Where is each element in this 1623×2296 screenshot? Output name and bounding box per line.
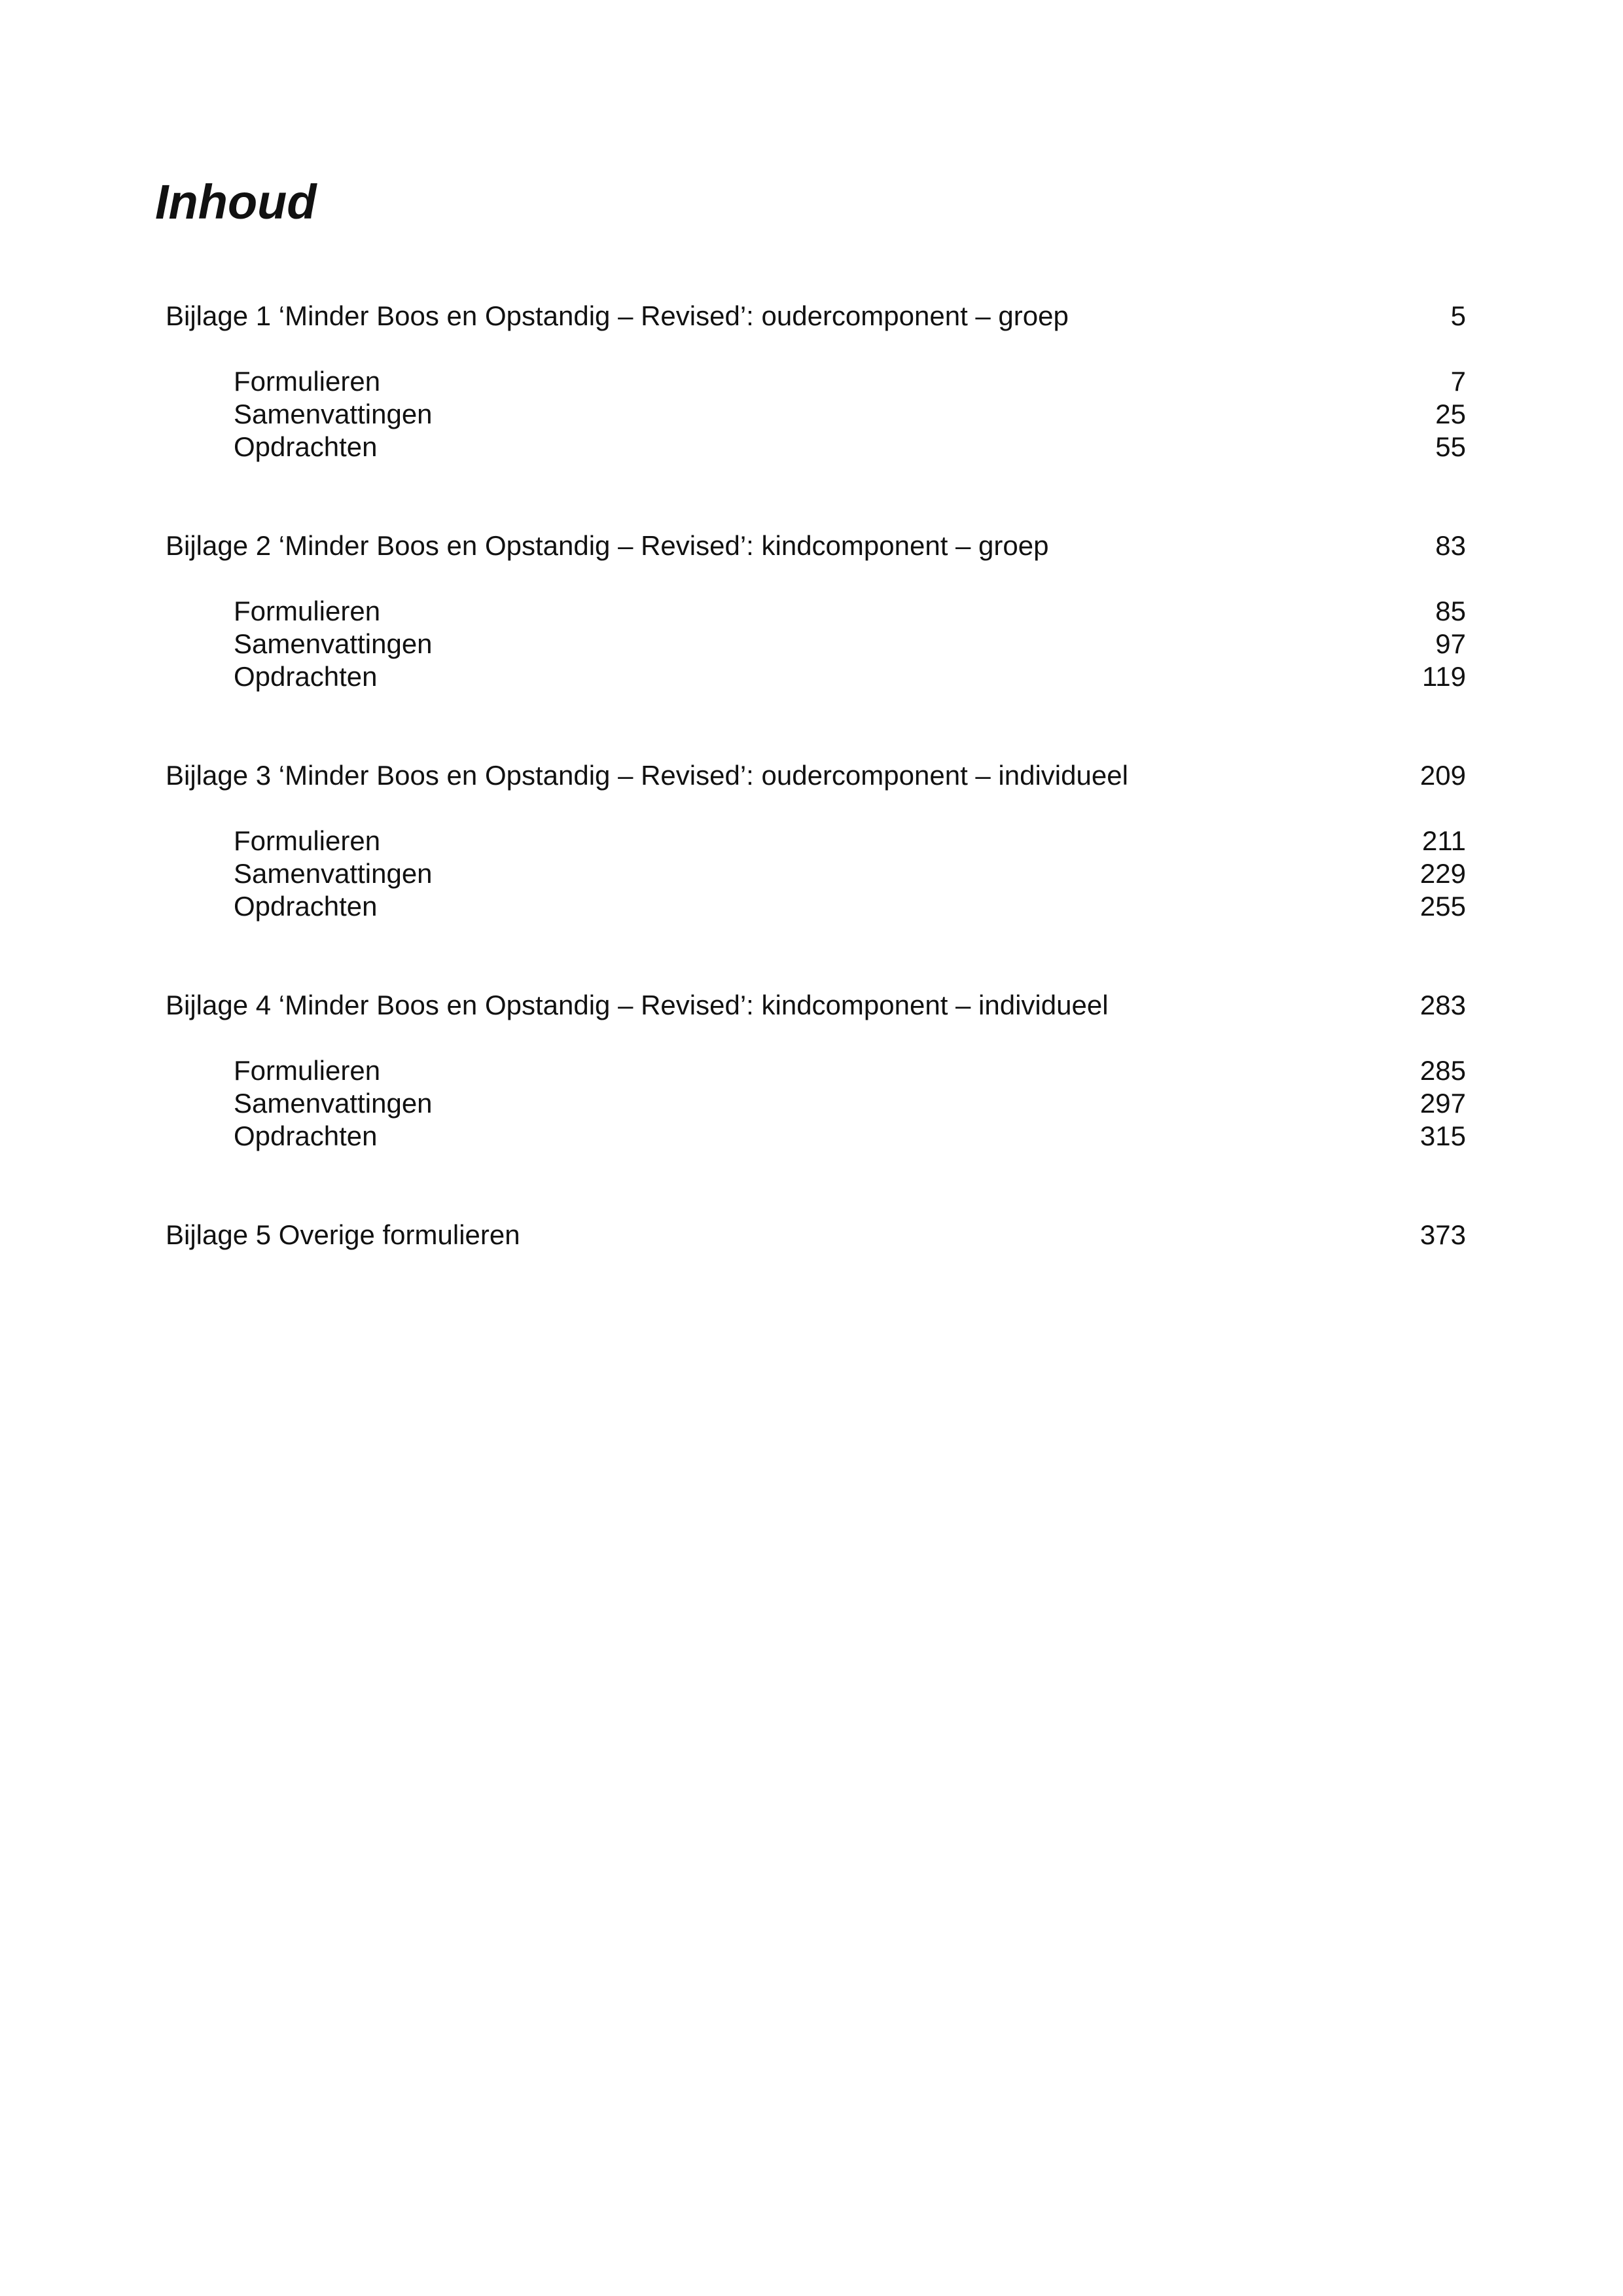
toc-entry-page: 373 <box>1419 1219 1466 1250</box>
toc-subentry-label: Formulieren <box>234 596 381 626</box>
toc-section-1 <box>166 300 1466 463</box>
toc-subentry[interactable] <box>166 595 1466 628</box>
toc-subentry[interactable] <box>166 431 1466 463</box>
toc-section-4 <box>166 989 1466 1153</box>
toc-entry-label: Bijlage 1 ‘Minder Boos en Opstandig – Revised’: oudercomponent – groep <box>166 300 1069 331</box>
toc-subentry-label: Formulieren <box>234 825 381 856</box>
toc-subentry[interactable] <box>166 1054 1466 1087</box>
toc-subentry-page: 55 <box>1435 431 1466 462</box>
toc-subentry-label: Formulieren <box>234 366 381 397</box>
toc-subentry[interactable] <box>166 1120 1466 1153</box>
toc-subentry[interactable] <box>166 365 1466 398</box>
toc-entry[interactable] <box>166 759 1466 792</box>
toc-subentry-label: Opdrachten <box>234 891 378 922</box>
toc-entry[interactable] <box>166 300 1466 332</box>
toc-subentry-label: Samenvattingen <box>234 628 433 659</box>
toc-section-2 <box>166 529 1466 693</box>
toc-section-5 <box>166 1219 1466 1251</box>
toc-subentry-page: 7 <box>1450 366 1466 397</box>
toc-subentry-label: Opdrachten <box>234 1121 378 1151</box>
toc-subentry-label: Samenvattingen <box>234 1088 433 1119</box>
page-title: Inhoud <box>155 175 317 229</box>
toc-subentry[interactable] <box>166 890 1466 923</box>
toc-entry-label: Bijlage 2 ‘Minder Boos en Opstandig – Revised’: kindcomponent – groep <box>166 530 1049 561</box>
toc-entry-page: 209 <box>1419 760 1466 791</box>
toc-entry[interactable] <box>166 529 1466 562</box>
toc-entry-page: 83 <box>1435 530 1466 561</box>
toc-section-3 <box>166 759 1466 923</box>
toc-entry-label: Bijlage 4 ‘Minder Boos en Opstandig – Revised’: kindcomponent – individueel <box>166 990 1109 1020</box>
toc-subentry-label: Samenvattingen <box>234 858 433 889</box>
toc-entry-page: 5 <box>1450 300 1466 331</box>
toc-subentry-page: 315 <box>1419 1121 1466 1151</box>
toc-subentry-page: 255 <box>1419 891 1466 922</box>
toc-subentry[interactable] <box>166 398 1466 431</box>
toc-entry[interactable] <box>166 989 1466 1022</box>
toc-subentry-page: 285 <box>1419 1055 1466 1086</box>
toc-subentry-page: 97 <box>1435 628 1466 659</box>
toc-subentry[interactable] <box>166 825 1466 857</box>
table-of-contents <box>166 300 1466 1318</box>
toc-subentry-page: 211 <box>1422 825 1466 856</box>
toc-subentry-page: 297 <box>1419 1088 1466 1119</box>
toc-subentry-page: 25 <box>1435 399 1466 429</box>
toc-subentry-label: Samenvattingen <box>234 399 433 429</box>
toc-subentry-label: Opdrachten <box>234 661 378 692</box>
toc-subentry-label: Formulieren <box>234 1055 381 1086</box>
toc-entry-label: Bijlage 3 ‘Minder Boos en Opstandig – Revised’: oudercomponent – individueel <box>166 760 1128 791</box>
toc-subentry[interactable] <box>166 628 1466 660</box>
toc-entry-label: Bijlage 5 Overige formulieren <box>166 1219 520 1250</box>
toc-subentry[interactable] <box>166 1087 1466 1120</box>
toc-subentry[interactable] <box>166 660 1466 693</box>
toc-subentry[interactable] <box>166 857 1466 890</box>
toc-subentry-page: 229 <box>1419 858 1466 889</box>
toc-subentry-page: 119 <box>1422 661 1466 692</box>
toc-entry[interactable] <box>166 1219 1466 1251</box>
toc-subentry-label: Opdrachten <box>234 431 378 462</box>
toc-entry-page: 283 <box>1419 990 1466 1020</box>
toc-subentry-page: 85 <box>1435 596 1466 626</box>
